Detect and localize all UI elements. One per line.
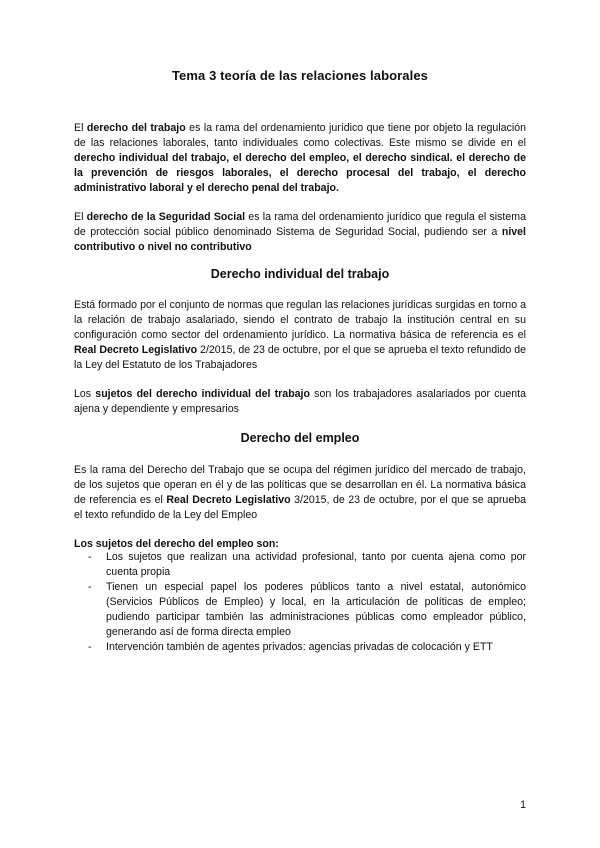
text-span: El xyxy=(74,122,87,134)
dash-bullet-icon: - xyxy=(88,551,92,563)
paragraph-seguridad-social xyxy=(74,210,526,255)
text-span: es la rama del ordenamiento jurídico que regula el sistema de protección social público denominado Sistema de Seguridad Social, pudiendo ser a xyxy=(74,211,526,238)
text-span: es la rama del ordenamiento jurídico que tiene por objeto la regulación de las relaciones laborales, tanto individuales como colectivas. Este mismo se divide en el xyxy=(74,122,526,149)
text-span: son los trabajadores asalariados por cuenta ajena y dependiente y empresarios xyxy=(74,388,527,415)
list-item-text: Intervención también de agentes privados: agencias privadas de colocación y ETT xyxy=(106,641,493,653)
dash-bullet-icon: - xyxy=(88,581,92,593)
dash-bullet-icon: - xyxy=(88,641,92,653)
document-title: Tema 3 teoría de las relaciones laborales xyxy=(171,68,429,83)
text-span: 2/2015, de 23 de octubre, por el que se aprueba el texto refundido de la Ley del Estatuto de los Trabajadores xyxy=(74,344,526,371)
list-item xyxy=(88,640,526,655)
bold-term: derecho individual del trabajo, el derecho del empleo, el derecho sindical. el derecho de la prevención de riesgos laborales, el derecho procesal del trabajo, el derecho administrativo laboral y el derecho penal del trabajo. xyxy=(74,152,526,194)
bold-term: sujetos del derecho individual del trabajo xyxy=(95,388,310,400)
list-item-text: Los sujetos que realizan una actividad profesional, tanto por cuenta ajena como por cuenta propia xyxy=(106,551,526,578)
sujetos-empleo-list xyxy=(88,550,526,655)
list-title-sujetos-empleo: Los sujetos del derecho del empleo son: xyxy=(74,538,279,550)
list-item xyxy=(88,550,526,580)
heading-derecho-empleo: Derecho del empleo xyxy=(240,431,360,445)
bold-term: derecho de la Seguridad Social xyxy=(86,211,246,223)
paragraph-derecho-empleo xyxy=(74,463,526,523)
text-span: Está formado por el conjunto de normas que regulan las relaciones jurídicas surgidas en torno a la relación de trabajo asalariado, siendo el contrato de trabajo la institución central en su configuración como sector del ordenamiento jurídico. La normativa básica de referencia es el xyxy=(74,299,526,341)
heading-derecho-individual: Derecho individual del trabajo xyxy=(210,267,390,281)
text-span: 3/2015, de 23 de octubre, por el que se aprueba el texto refundido de la Ley del Empleo xyxy=(74,494,526,521)
list-item-text: Tienen un especial papel los poderes públicos tanto a nivel estatal, autonómico (Servicios Públicos de Empleo) y local, en la articulación de políticas de empleo; pudiendo participar también las administraciones públicas como empleador público, generando así de forma directa empleo xyxy=(106,581,526,638)
bold-term: Real Decreto Legislativo xyxy=(74,344,198,356)
paragraph-derecho-individual xyxy=(74,298,526,373)
bold-term: nivel contributivo o nivel no contributivo xyxy=(74,226,526,253)
text-span: El xyxy=(74,211,87,223)
paragraph-sujetos-individual xyxy=(74,387,526,417)
bold-term: Real Decreto Legislativo xyxy=(166,494,291,506)
list-item xyxy=(88,580,526,640)
bold-term: derecho del trabajo xyxy=(86,122,186,134)
paragraph-derecho-del-trabajo xyxy=(74,121,526,196)
text-span: Los xyxy=(74,388,96,400)
page-number: 1 xyxy=(520,799,526,811)
text-span: Es la rama del Derecho del Trabajo que se ocupa del régimen jurídico del mercado de trabajo, de los sujetos que operan en él y de las políticas que se desarrollan en él. La normativa básica de referencia es el xyxy=(74,464,526,506)
